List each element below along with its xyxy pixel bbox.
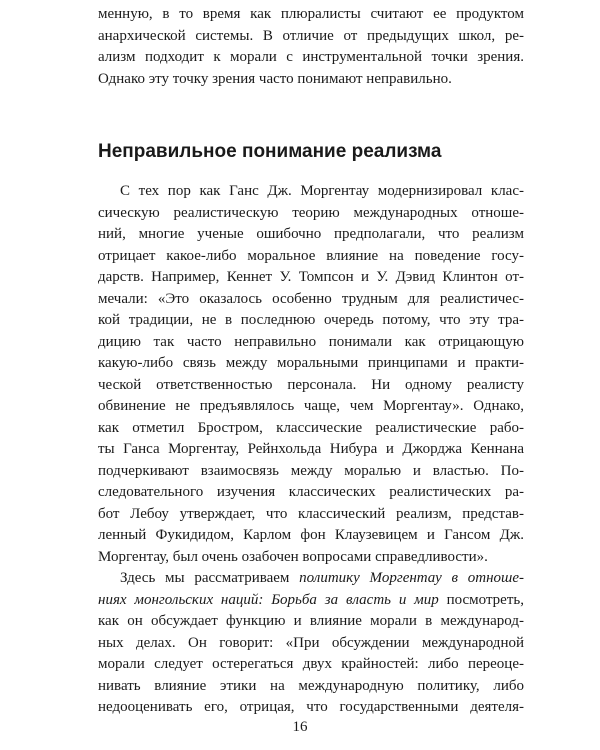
text-line: анархической системы. В отличие от предыдущих школ, ре-: [98, 27, 524, 44]
text-line: ческой ответственностью персонала. Ни одному реалисту: [98, 376, 524, 393]
text-line: кой традиции, не в последнюю очередь потому, что эту тра-: [98, 312, 524, 328]
text-line: как отметил Бростром, классические реалистические рабо-: [98, 419, 524, 436]
text-line: [98, 568, 524, 590]
text-line: ленный Фукидидом, Карлом фон Клаузевицем и Гансом Дж.: [98, 527, 524, 543]
page-number: 16: [292, 719, 308, 735]
text-line: [98, 590, 524, 612]
text-line: ты Ганса Моргентау, Рейнхольда Нибура и Джорджа Кеннана: [98, 441, 524, 457]
text-line: бот Лебоу утверждает, что классический реализм, представ-: [98, 505, 524, 522]
book-title-italic: политику Моргентау в отноше-: [299, 570, 524, 586]
text-line: Моргентау, был очень озабочен вопросами справедливости».: [98, 548, 488, 565]
text-run: Здесь мы рассматриваем: [120, 570, 300, 586]
paragraph-2: [98, 568, 524, 719]
text-line: ний, многие ученые ошибочно предполагали, что реализм: [98, 226, 524, 242]
text-line: подчеркивают взаимосвязь между моралью и властью. По-: [98, 462, 524, 479]
text-line: отрицает какое-либо моральное влияние на поведение госу-: [98, 247, 524, 264]
text-line: дарств. Например, Кеннет У. Томпсон и У. Дэвид Клинтон от-: [98, 269, 524, 285]
text-line: какую-либо связь между моральными принципами и практи-: [98, 355, 524, 371]
text-line: Однако эту точку зрения часто понимают неправильно.: [98, 70, 452, 87]
text-line: нивать влияние этики на международную политику, либо: [98, 677, 524, 694]
text-line: ализм подходит к морали с инструментальной точки зрения.: [98, 49, 524, 65]
text-line: следовательного изучения классических реалистических ра-: [98, 484, 524, 500]
intro-paragraph: [98, 4, 524, 90]
paragraph-1: [98, 181, 524, 568]
text-line: морали следует остерегаться двух крайностей: либо переоце-: [98, 656, 524, 672]
text-line: ных делах. Он говорит: «При обсуждении международной: [98, 634, 524, 651]
text-line: сическую реалистическую теорию международных отноше-: [98, 204, 524, 221]
text-line: С тех пор как Ганс Дж. Моргентау модернизировал клас-: [120, 183, 524, 199]
text-line: как он обсуждает функцию и влияние морали в международ-: [98, 613, 524, 629]
body-text: [98, 181, 524, 719]
text-line: мечали: «Это оказалось особенно трудным для реалистичес-: [98, 290, 524, 307]
text-run: посмотреть,: [438, 591, 524, 608]
text-line: дицию так часто неправильно понимали как отрицающую: [98, 333, 524, 350]
book-title-italic: ниях монгольских наций: Борьба за власть и мир: [98, 591, 439, 608]
section-heading: Неправильное понимание реализма: [98, 141, 442, 162]
text-line: недооценивать его, отрицая, что государственными деятеля-: [98, 699, 524, 715]
text-line: обвинение не предъявлялось чаще, чем Моргентау». Однако,: [98, 398, 524, 414]
text-line: менную, в то время как плюралисты считают ее продуктом: [98, 6, 524, 22]
